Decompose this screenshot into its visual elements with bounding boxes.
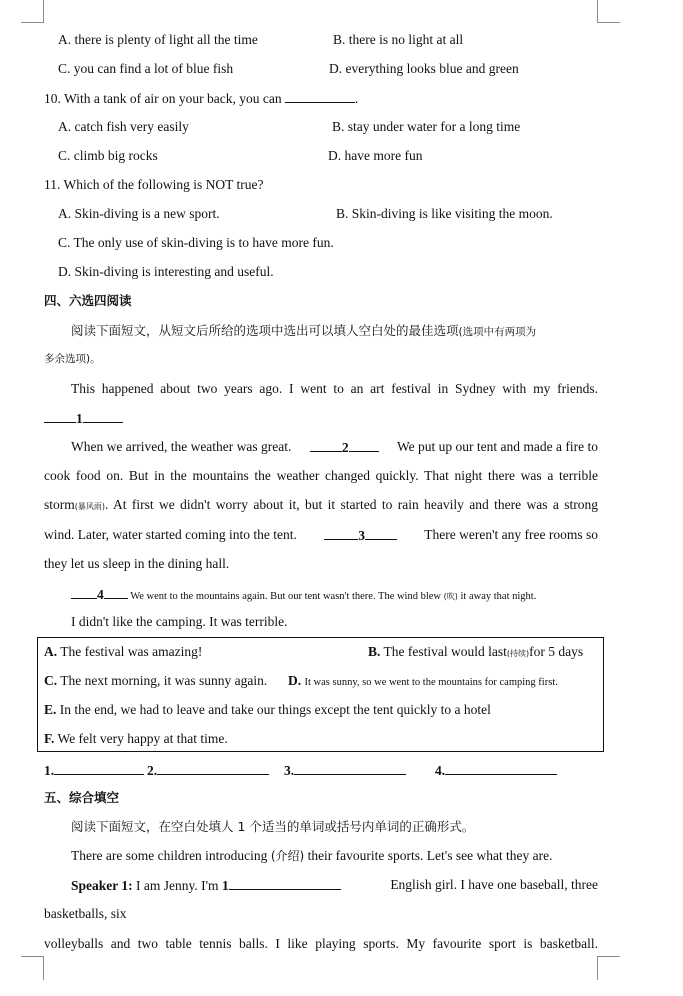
section-5-heading: 五、综合填空 <box>44 790 120 805</box>
crop-mark-top-right-h <box>597 22 620 23</box>
q10-option-b: B. stay under water for a long time <box>332 119 521 134</box>
passage-p2-line4: wind. Later, water started coming into the tent. 3 There weren't any free rooms so <box>44 527 598 543</box>
option-e: E. In the end, we had to leave and take our things except the tent quickly to a hotel <box>44 702 491 717</box>
q9-option-d: D. everything looks blue and green <box>329 61 519 76</box>
passage-p1: This happened about two years ago. I went to an art festival in Sydney with my friends. <box>71 381 598 396</box>
q11-option-b: B. Skin-diving is like visiting the moon. <box>336 206 553 221</box>
q11-option-d: D. Skin-diving is interesting and useful. <box>58 264 274 279</box>
option-b: B. The festival would last(持续)for 5 days <box>368 644 584 659</box>
crop-mark-bottom-right-h <box>597 956 620 957</box>
option-d: D. It was sunny, so we went to the mountains for camping first. <box>288 673 558 688</box>
section-4-heading: 四、六选四阅读 <box>44 293 132 308</box>
passage-p2-line2: cook food on. But in the mountains the weather changed quickly. That night there was a terrible <box>44 468 598 483</box>
answer-4[interactable]: 4. <box>435 761 557 780</box>
q11-stem: 11. Which of the following is NOT true? <box>44 177 264 192</box>
q9-option-a: A. there is plenty of light all the time <box>58 32 258 47</box>
q10-option-d: D. have more fun <box>328 148 423 163</box>
q9-option-b: B. there is no light at all <box>333 32 464 47</box>
q10-option-c: C. climb big rocks <box>58 148 158 163</box>
section-5-instruction: 阅读下面短文，在空白处填人 1 个适当的单词或括号内单词的正确形式。 <box>71 819 475 834</box>
answer-1[interactable]: 1. <box>44 761 144 780</box>
q11-option-c: C. The only use of skin-diving is to have more fun. <box>58 235 334 250</box>
passage-blank-1: 1 <box>44 409 123 428</box>
crop-mark-bottom-left-h <box>21 956 44 957</box>
passage-p2-line5: they let us sleep in the dining hall. <box>44 556 230 571</box>
crop-mark-bottom-left-v <box>43 956 44 980</box>
passage-p2-line1: When we arrived, the weather was great. 2 We put up our tent and made a fire to <box>71 439 598 455</box>
crop-mark-top-right-v <box>597 0 598 22</box>
answer-2[interactable]: 2. <box>147 761 269 780</box>
passage-p4: I didn't like the camping. It was terrible. <box>71 614 288 629</box>
q10-stem: 10. With a tank of air on your back, you can . <box>44 91 359 106</box>
crop-mark-bottom-right-v <box>597 956 598 980</box>
passage-p3: 4 We went to the mountains again. But our tent wasn't there. The wind blew (吹) it away that night. <box>71 585 536 606</box>
option-a: A. The festival was amazing! <box>44 644 203 659</box>
answer-3[interactable]: 3. <box>284 761 406 780</box>
passage-p2-line3: storm(暴风雨) . At first we didn't worry about it, but it started to rain heavily and there was a strong <box>44 497 598 512</box>
section-5-intro: There are some children introducing (介绍) their favourite sports. Let's see what they are. <box>71 848 553 863</box>
section-4-instruction-cont: 多余选项)。 <box>44 353 101 365</box>
option-c: C. The next morning, it was sunny again. <box>44 673 268 688</box>
section-4-instruction: 阅读下面短文，从短文后所给的选项中选出可以填人空白处的最佳选项(选项中有两项为 <box>71 323 537 338</box>
q11-option-a: A. Skin-diving is a new sport. <box>58 206 220 221</box>
q10-option-a: A. catch fish very easily <box>58 119 189 134</box>
crop-mark-top-left-h <box>21 22 44 23</box>
option-f: F. We felt very happy at that time. <box>44 731 228 746</box>
speaker-1-line1: Speaker 1: I am Jenny. I'm 1 English girl. I have one baseball, three <box>71 877 598 893</box>
crop-mark-top-left-v <box>43 0 44 22</box>
speaker-1-line2: basketballs, six <box>44 906 127 921</box>
speaker-1-line3: volleyballs and two table tennis balls. I like playing sports. My favourite sport is basketball. <box>44 936 598 951</box>
q9-option-c: C. you can find a lot of blue fish <box>58 61 234 76</box>
